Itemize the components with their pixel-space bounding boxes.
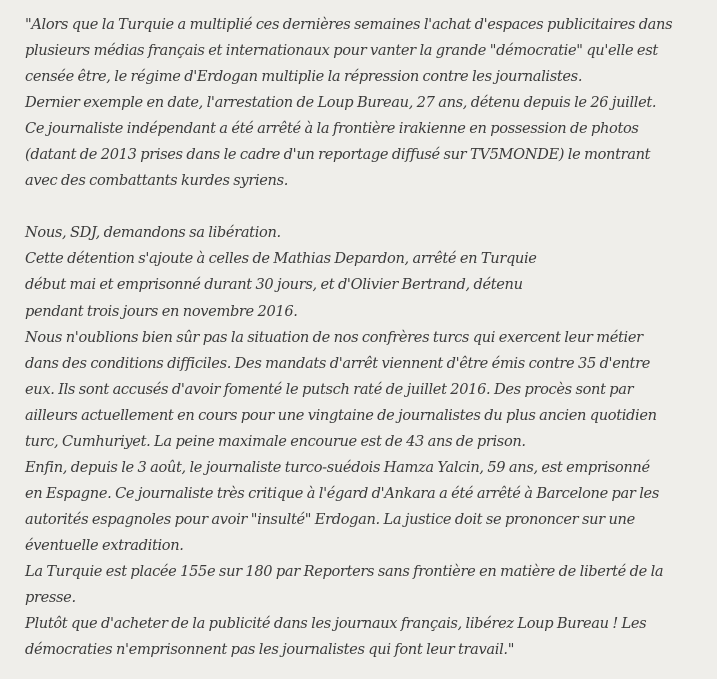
text-line: début mai et emprisonné durant 30 jours, et d'Olivier Bertrand, détenu bbox=[25, 276, 523, 294]
text-line: Nous n'oublions bien sûr pas la situation de nos confrères turcs qui exercent leur métier bbox=[25, 328, 643, 346]
paragraph-spacer bbox=[25, 194, 707, 220]
text-line: autorités espagnoles pour avoir "insulté" Erdogan. La justice doit se prononcer sur une bbox=[25, 510, 635, 528]
text-line: La Turquie est placée 155e sur 180 par Reporters sans frontière en matière de liberté de la bbox=[25, 562, 664, 580]
text-line: ailleurs actuellement en cours pour une vingtaine de journalistes du plus ancien quotidien bbox=[25, 406, 657, 424]
paragraph-2 bbox=[25, 220, 707, 663]
text-line: pendant trois jours en novembre 2016. bbox=[25, 302, 298, 320]
text-line: avec des combattants kurdes syriens. bbox=[25, 172, 289, 190]
text-line: Dernier exemple en date, l'arrestation de Loup Bureau, 27 ans, détenu depuis le 26 juillet. bbox=[25, 94, 657, 112]
text-line: presse. bbox=[25, 589, 76, 607]
text-line: Cette détention s'ajoute à celles de Mathias Depardon, arrêté en Turquie bbox=[25, 250, 537, 268]
text-line: Enfin, depuis le 3 août, le journaliste turco-suédois Hamza Yalcin, 59 ans, est emprisonné bbox=[25, 458, 650, 476]
text-line: plusieurs médias français et internationaux pour vanter la grande "démocratie" qu'elle est bbox=[25, 42, 658, 60]
text-line: Plutôt que d'acheter de la publicité dans les journaux français, libérez Loup Bureau ! Les bbox=[25, 615, 647, 633]
text-line: dans des conditions difficiles. Des mandats d'arrêt viennent d'être émis contre 35 d'entre bbox=[25, 354, 650, 372]
text-line: censée être, le régime d'Erdogan multiplie la répression contre les journalistes. bbox=[25, 68, 583, 86]
text-line: en Espagne. Ce journaliste très critique à l'égard d'Ankara a été arrêté à Barcelone par les bbox=[25, 484, 659, 502]
text-line: Ce journaliste indépendant a été arrêté à la frontière irakienne en possession de photos bbox=[25, 120, 639, 138]
text-line: Nous, SDJ, demandons sa libération. bbox=[25, 224, 281, 242]
text-line: démocraties n'emprisonnent pas les journalistes qui font leur travail." bbox=[25, 641, 515, 659]
text-line: éventuelle extradition. bbox=[25, 536, 184, 554]
text-line: (datant de 2013 prises dans le cadre d'un reportage diffusé sur TV5MONDE) le montrant bbox=[25, 146, 651, 164]
text-line: turc, Cumhuriyet. La peine maximale encourue est de 43 ans de prison. bbox=[25, 432, 526, 450]
paragraph-1 bbox=[25, 12, 707, 194]
text-line: "Alors que la Turquie a multiplié ces dernières semaines l'achat d'espaces publicitaires dans bbox=[25, 16, 673, 33]
text-line: eux. Ils sont accusés d'avoir fomenté le putsch raté de juillet 2016. Des procès sont par bbox=[25, 380, 634, 398]
